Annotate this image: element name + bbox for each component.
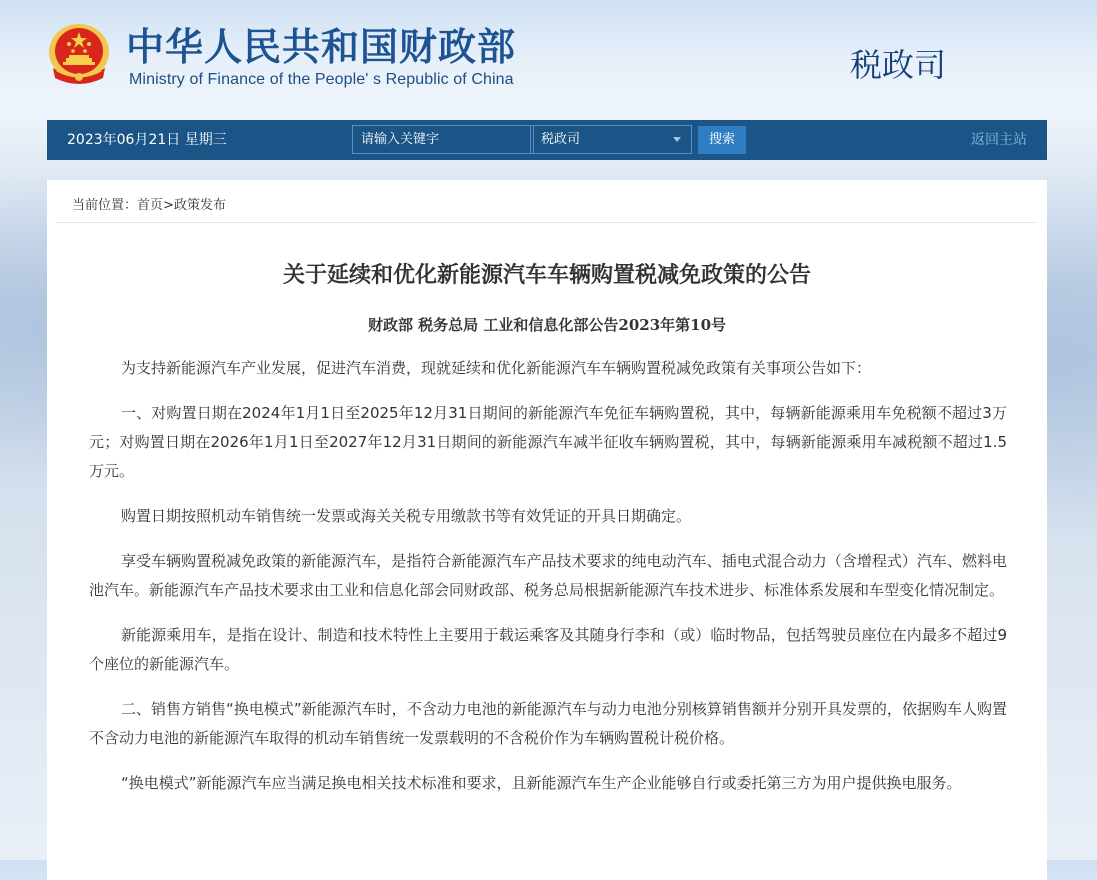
breadcrumb-policy-release[interactable]: 政策发布 bbox=[173, 198, 226, 213]
article-body bbox=[89, 354, 1007, 814]
site-title-en: Ministry of Finance of the People' s Republic of China bbox=[129, 71, 514, 88]
search-scope-select[interactable] bbox=[530, 125, 692, 154]
current-date: 2023年06月21日 星期三 bbox=[67, 132, 227, 148]
article-paragraph: 购置日期按照机动车销售统一发票或海关关税专用缴款书等有效凭证的开具日期确定。 bbox=[121, 507, 692, 525]
chevron-down-icon bbox=[673, 137, 681, 142]
site-title-cn: 中华人民共和国财政部 bbox=[126, 25, 517, 69]
national-emblem-icon bbox=[47, 22, 111, 90]
department-name: 税政司 bbox=[850, 46, 947, 84]
breadcrumb-label: 当前位置： bbox=[72, 198, 138, 213]
article-paragraph: 为支持新能源汽车产业发展，促进汽车消费，现就延续和优化新能源汽车车辆购置税减免政策有关事项公告如下： bbox=[121, 359, 872, 377]
breadcrumb bbox=[72, 194, 226, 213]
divider bbox=[57, 222, 1037, 223]
nav-bar bbox=[47, 120, 1047, 160]
article-paragraph: 享受车辆购置税减免政策的新能源汽车，是指符合新能源汽车产品技术要求的纯电动汽车、插电式混合动力（含增程式）汽车、燃料电池汽车。新能源汽车产品技术要求由工业和信息化部会同财政部、税务总局根据新能源汽车技术进步、标准体系发展和车型变化情况制定。 bbox=[89, 552, 1007, 599]
breadcrumb-separator: > bbox=[163, 198, 174, 213]
site-header bbox=[0, 0, 1097, 118]
return-home-link[interactable]: 返回主站 bbox=[971, 132, 1027, 148]
article-paragraph: 二、销售方销售“换电模式”新能源汽车时，不含动力电池的新能源汽车与动力电池分别核算销售额并分别开具发票的，依据购车人购置不含动力电池的新能源汽车取得的机动车销售统一发票载明的不含税价作为车辆购置税计税价格。 bbox=[89, 700, 1007, 747]
content-card bbox=[47, 180, 1047, 880]
article-paragraph: 一、对购置日期在2024年1月1日至2025年12月31日期间的新能源汽车免征车辆购置税，其中，每辆新能源乘用车免税额不超过3万元；对购置日期在2026年1月1日至2027年12月31日期间的新能源汽车减半征收车辆购置税，其中，每辆新能源乘用车减税额不超过1.5万元。 bbox=[89, 404, 1007, 480]
search-input[interactable] bbox=[352, 125, 534, 154]
article-paragraph: 新能源乘用车，是指在设计、制造和技术特性上主要用于载运乘客及其随身行李和（或）临时物品，包括驾驶员座位在内最多不超过9个座位的新能源汽车。 bbox=[89, 626, 1007, 673]
search-scope-value: 税政司 bbox=[541, 132, 581, 147]
breadcrumb-home[interactable]: 首页 bbox=[137, 198, 164, 213]
search-button[interactable]: 搜索 bbox=[698, 126, 746, 154]
article-paragraph: “换电模式”新能源汽车应当满足换电相关技术标准和要求，且新能源汽车生产企业能够自行或委托第三方为用户提供换电服务。 bbox=[121, 774, 962, 792]
article-title: 关于延续和优化新能源汽车车辆购置税减免政策的公告 bbox=[282, 263, 811, 288]
article-subtitle: 财政部 税务总局 工业和信息化部公告2023年第10号 bbox=[367, 316, 727, 334]
